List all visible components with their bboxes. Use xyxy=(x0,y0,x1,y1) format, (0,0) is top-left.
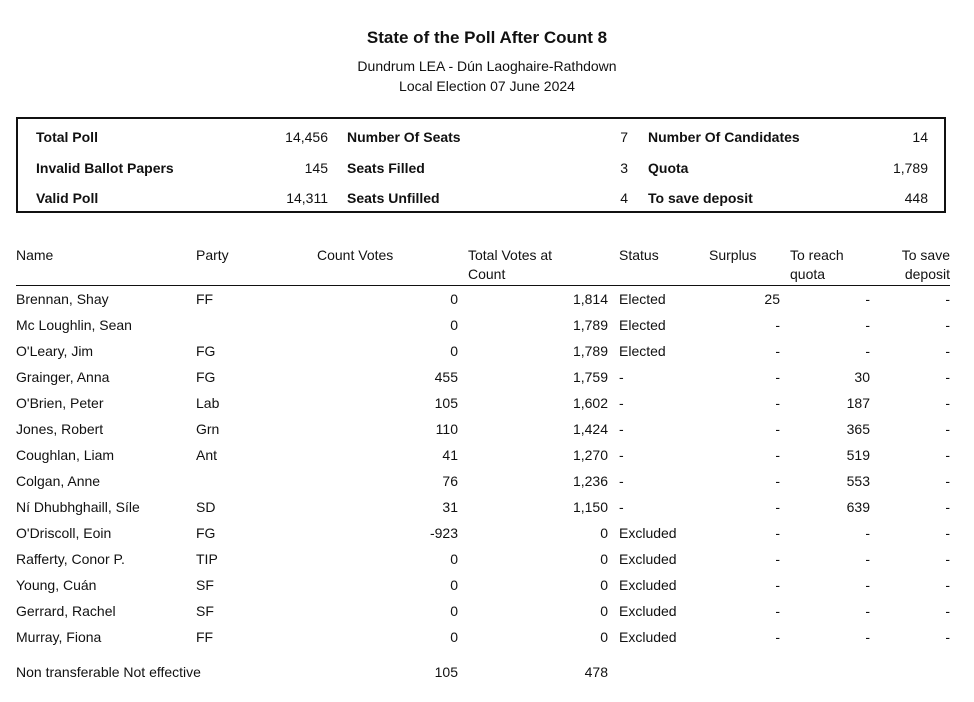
table-row xyxy=(0,369,974,393)
cell-quota: 519 xyxy=(846,447,870,463)
valid-label: Valid Poll xyxy=(36,190,99,206)
cell-status: - xyxy=(619,499,624,515)
cell-quota: 639 xyxy=(846,499,870,515)
cell-surplus: - xyxy=(775,551,780,567)
cell-surplus: 25 xyxy=(764,291,780,307)
cell-party: Lab xyxy=(196,395,220,411)
col-quota-header-line2: quota xyxy=(790,266,826,282)
table-row xyxy=(0,343,974,367)
cell-deposit: - xyxy=(945,447,950,463)
cell-name: Rafferty, Conor P. xyxy=(16,551,125,567)
footer-label: Non transferable Not effective xyxy=(16,664,201,680)
cell-deposit: - xyxy=(945,525,950,541)
col-party-header: Party xyxy=(196,247,229,263)
cell-deposit: - xyxy=(945,343,950,359)
col-count-header: Count Votes xyxy=(317,247,394,263)
col-total-header-line1: Total Votes at xyxy=(468,247,553,263)
table-row xyxy=(0,395,974,419)
cell-status: Elected xyxy=(619,343,666,359)
table-row xyxy=(0,629,974,653)
cell-surplus: - xyxy=(775,525,780,541)
header-divider xyxy=(16,285,950,286)
cell-party: FG xyxy=(196,343,216,359)
cell-deposit: - xyxy=(945,395,950,411)
cell-total: 1,424 xyxy=(572,421,608,437)
cell-count: 455 xyxy=(434,369,458,385)
filled-value: 3 xyxy=(620,160,628,176)
cell-deposit: - xyxy=(945,577,950,593)
cell-quota: - xyxy=(865,577,870,593)
cell-total: 1,270 xyxy=(572,447,608,463)
cell-party: FF xyxy=(196,629,214,645)
cell-status: - xyxy=(619,473,624,489)
cell-deposit: - xyxy=(945,499,950,515)
col-name-header: Name xyxy=(16,247,54,263)
cell-surplus: - xyxy=(775,577,780,593)
cell-surplus: - xyxy=(775,343,780,359)
col-surplus-header: Surplus xyxy=(709,247,757,263)
unfilled-label: Seats Unfilled xyxy=(347,190,440,206)
cell-surplus: - xyxy=(775,603,780,619)
quota-value: 1,789 xyxy=(892,160,928,176)
cell-name: Coughlan, Liam xyxy=(16,447,115,463)
unfilled-value: 4 xyxy=(620,190,628,206)
cell-total: 1,236 xyxy=(572,473,608,489)
cell-status: Excluded xyxy=(619,577,677,593)
cell-quota: 553 xyxy=(846,473,870,489)
col-deposit-header-line2: deposit xyxy=(904,266,950,282)
deposit-label: To save deposit xyxy=(648,190,753,206)
cell-count: 31 xyxy=(442,499,458,515)
cell-party: SD xyxy=(196,499,216,515)
cell-quota: 365 xyxy=(846,421,870,437)
summary-box xyxy=(16,117,946,213)
cell-total: 1,602 xyxy=(572,395,608,411)
cell-name: Murray, Fiona xyxy=(16,629,102,645)
table-row xyxy=(0,447,974,471)
table-row xyxy=(0,603,974,627)
seats-label: Number Of Seats xyxy=(347,129,461,145)
table-row xyxy=(0,577,974,601)
cell-party: FG xyxy=(196,525,216,541)
cell-count: 0 xyxy=(450,291,458,307)
cell-name: O'Leary, Jim xyxy=(16,343,94,359)
table-row xyxy=(0,291,974,315)
quota-label: Quota xyxy=(648,160,689,176)
cell-total: 0 xyxy=(600,577,608,593)
valid-value: 14,311 xyxy=(286,190,328,206)
cell-deposit: - xyxy=(945,369,950,385)
deposit-value: 448 xyxy=(904,190,928,206)
cell-count: 105 xyxy=(434,395,458,411)
cell-status: Elected xyxy=(619,317,666,333)
cell-total: 1,789 xyxy=(572,343,608,359)
cell-name: Grainger, Anna xyxy=(16,369,110,385)
cell-quota: - xyxy=(865,317,870,333)
page-title: State of the Poll After Count 8 xyxy=(366,28,608,47)
cell-surplus: - xyxy=(775,395,780,411)
cell-status: - xyxy=(619,447,624,463)
cell-total: 1,789 xyxy=(572,317,608,333)
cell-status: - xyxy=(619,421,624,437)
cell-name: O'Brien, Peter xyxy=(16,395,104,411)
cell-total: 0 xyxy=(600,551,608,567)
cell-total: 1,814 xyxy=(572,291,608,307)
cell-total: 1,759 xyxy=(572,369,608,385)
cell-party: FF xyxy=(196,291,214,307)
cell-deposit: - xyxy=(945,629,950,645)
cell-surplus: - xyxy=(775,421,780,437)
cell-status: Excluded xyxy=(619,525,677,541)
invalid-label: Invalid Ballot Papers xyxy=(36,160,174,176)
cell-count: 76 xyxy=(442,473,458,489)
cell-count: 0 xyxy=(450,343,458,359)
table-row xyxy=(0,499,974,523)
col-quota-header-line1: To reach xyxy=(790,247,844,263)
table-row xyxy=(0,525,974,549)
cell-surplus: - xyxy=(775,317,780,333)
cell-count: 0 xyxy=(450,629,458,645)
table-row xyxy=(0,551,974,575)
cell-surplus: - xyxy=(775,629,780,645)
cell-deposit: - xyxy=(945,317,950,333)
cell-status: - xyxy=(619,395,624,411)
cell-status: Excluded xyxy=(619,551,677,567)
table-row xyxy=(0,317,974,341)
cell-surplus: - xyxy=(775,499,780,515)
total-poll-value: 14,456 xyxy=(285,129,328,145)
cell-name: Mc Loughlin, Sean xyxy=(16,317,132,333)
cell-total: 1,150 xyxy=(572,499,608,515)
cell-name: Jones, Robert xyxy=(16,421,104,437)
footer-row xyxy=(0,664,974,684)
cell-name: O'Driscoll, Eoin xyxy=(16,525,112,541)
cell-quota: - xyxy=(865,551,870,567)
election-subtitle: Local Election 07 June 2024 xyxy=(399,78,575,94)
filled-label: Seats Filled xyxy=(347,160,425,176)
cell-quota: 187 xyxy=(846,395,870,411)
cell-count: 0 xyxy=(450,551,458,567)
cell-quota: - xyxy=(865,603,870,619)
cell-quota: - xyxy=(865,291,870,307)
cell-quota: - xyxy=(865,525,870,541)
table-row xyxy=(0,473,974,497)
cell-name: Gerrard, Rachel xyxy=(16,603,116,619)
cell-deposit: - xyxy=(945,603,950,619)
cell-name: Young, Cuán xyxy=(16,577,97,593)
cell-deposit: - xyxy=(945,473,950,489)
cell-total: 0 xyxy=(600,629,608,645)
cell-count: 41 xyxy=(442,447,458,463)
candidates-value: 14 xyxy=(912,129,928,145)
table-row xyxy=(0,421,974,445)
cell-deposit: - xyxy=(945,551,950,567)
cell-count: 0 xyxy=(450,317,458,333)
cell-deposit: - xyxy=(945,291,950,307)
cell-total: 0 xyxy=(600,603,608,619)
footer-count: 105 xyxy=(434,664,458,680)
area-subtitle: Dundrum LEA - Dún Laoghaire-Rathdown xyxy=(357,58,617,74)
cell-surplus: - xyxy=(775,369,780,385)
cell-party: TIP xyxy=(196,551,218,567)
cell-quota: - xyxy=(865,629,870,645)
footer-total: 478 xyxy=(584,664,608,680)
total-poll-label: Total Poll xyxy=(36,129,98,145)
cell-party: SF xyxy=(196,577,214,593)
cell-party: FG xyxy=(196,369,216,385)
cell-deposit: - xyxy=(945,421,950,437)
col-status-header: Status xyxy=(619,247,659,263)
cell-quota: 30 xyxy=(854,369,870,385)
cell-party: Grn xyxy=(196,421,220,437)
col-deposit-header-line1: To save xyxy=(901,247,950,263)
cell-count: 0 xyxy=(450,577,458,593)
cell-status: - xyxy=(619,369,624,385)
cell-count: -923 xyxy=(429,525,458,541)
cell-party: Ant xyxy=(196,447,218,463)
cell-count: 0 xyxy=(450,603,458,619)
invalid-value: 145 xyxy=(304,160,328,176)
cell-status: Excluded xyxy=(619,629,677,645)
cell-count: 110 xyxy=(435,421,458,437)
cell-status: Elected xyxy=(619,291,666,307)
cell-total: 0 xyxy=(600,525,608,541)
cell-status: Excluded xyxy=(619,603,677,619)
cell-quota: - xyxy=(865,343,870,359)
seats-value: 7 xyxy=(620,129,628,145)
candidates-label: Number Of Candidates xyxy=(648,129,800,145)
cell-name: Colgan, Anne xyxy=(16,473,101,489)
cell-name: Ní Dhubhghaill, Síle xyxy=(16,499,140,515)
cell-surplus: - xyxy=(775,447,780,463)
col-total-header-line2: Count xyxy=(468,266,506,282)
cell-name: Brennan, Shay xyxy=(16,291,109,307)
cell-surplus: - xyxy=(775,473,780,489)
cell-party: SF xyxy=(196,603,214,619)
